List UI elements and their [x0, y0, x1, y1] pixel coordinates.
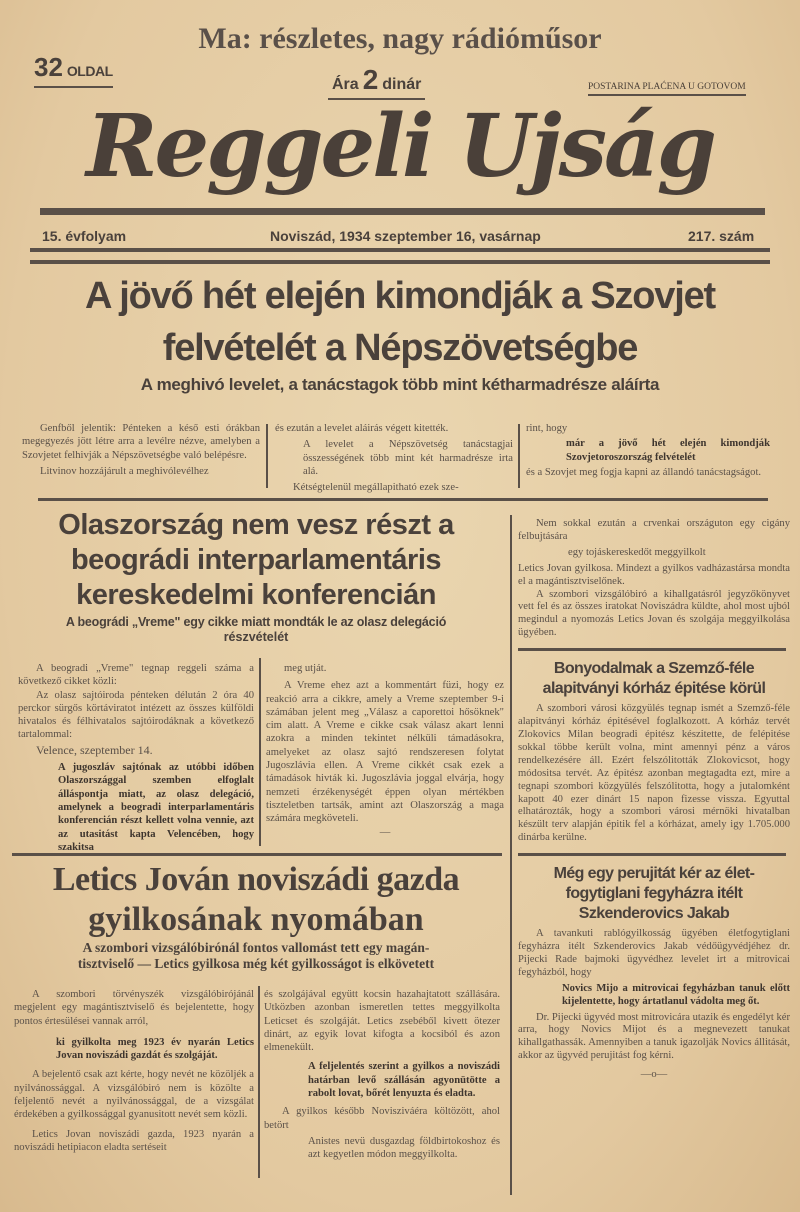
jakab-headline-line: fogytiglani fegyházra itélt	[565, 885, 743, 903]
szemzo-headline-line: alapitványi kórház épitése körül	[542, 680, 766, 698]
italy-subhead-line: A beográdi „Vreme" egy cikke miatt mondták le az olasz delegáció	[65, 615, 447, 629]
column-divider	[518, 424, 520, 488]
szemzo-headline-line: Bonyodalmak a Szemző-féle	[553, 660, 755, 678]
section-rule	[38, 498, 768, 501]
italy-headline-line: kereskedelmi konferencián	[76, 579, 436, 611]
dateline: Velence, szeptember 14.	[36, 742, 153, 757]
paragraph: A levelet a Népszövetség tanácstagjai összességének több mint két harmadrésze irta alá.	[303, 439, 513, 477]
paragraph: A gyilkos később Novisziváéra költözött, ahol betört	[264, 1106, 500, 1131]
paragraph: Letics Jovan gyilkosa. Mindezt a gyilkos vadházastársa mondta el a magántisztviselőnek.	[518, 562, 790, 587]
italy-headline	[8, 508, 504, 645]
volume: 15. évfolyam	[42, 228, 127, 244]
paragraph: Genfből jelentik: Pénteken a késő esti órákban megegyezés jött létre arra a levélre nézve, amelyben a Szovjetet felhivják a Népszövetségbe való belépésre.	[22, 423, 260, 461]
jakab-headline-line: Szkenderovics Jakab	[578, 905, 730, 923]
dateline: Noviszád, 1934 szeptember 16, vasárnap	[270, 228, 541, 244]
jakab-headline	[518, 864, 790, 924]
issue-number: 217. szám	[688, 228, 755, 244]
jakab-headline-line: Még egy perujitát kér az élet-	[553, 865, 755, 883]
paragraph: Nem sokkal ezután a crvenkai országuton egy cigány felbujtására	[518, 518, 790, 542]
price-number: 2	[362, 64, 379, 95]
column-divider	[259, 658, 261, 846]
paragraph: Litvinov hozzájárult a meghivólevélhez	[40, 465, 209, 477]
paragraph: Az olasz sajtóiroda pénteken délután 2 óra 40 perckor sürgős körtáviratot intézett az összes külföldi hivatalos és félhivatalos sajtóirodáknak a következő tartalommal:	[18, 689, 254, 741]
letics-column-1	[14, 988, 254, 1154]
page-count-number: 32	[34, 52, 63, 82]
paragraph: A szombori városi közgyülés tegnap ismét a Szemző-féle alapitványi kórház épitésével foglalkozott. A kórház tervét Zlokovics Milan beogradi épitész készitette, de felépitése sokkal többe került volna, mint amennyi pénz a város rendelkezésére áll. Ezért felszólitották Zlokovicsot, hogy módositsa tervét. Az épitész azonban megtagadta ezt, mire a tegnapi szombori közgyülés felszólitotta, hogy a jutalomként kapott 40 ezer dinárt 15 napon fizesse vissza. Egyuttal elhatározták, hogy a szombori városi mérnöki hivatalban készült terv alapján épitik fel a kórházat, amely igy 1.705.000 dinárba kerülne.	[518, 703, 790, 844]
paragraph: A szombori vizsgálóbiró a kihallgatásról jegyzőkönyvet vett fel és az összes iratokat Noviszádra küldte, ahol most ujból megindul a nyomozás Letics Jovan és szolgája meggyilkolása ügyében.	[518, 588, 790, 639]
lead-column-1	[22, 422, 260, 478]
lead-subhead-text: A meghivó levelet, a tanácstagok több mint kétharmadrésze aláírta	[140, 375, 660, 394]
paragraph: és szolgájával együtt kocsin hazahajtatott szállására. Utközben azonban ismeretlen tettes meggyilkolta Leticset és szolgáját. Letics zsebéből kivett ötezer dinárt, az egyik lovat kifogta a kocsiból és azon elmenekült.	[264, 989, 500, 1054]
masthead	[20, 96, 780, 197]
letics-continuation	[518, 518, 790, 640]
italy-headline-line: beográdi interparlamentáris	[70, 544, 442, 576]
lead-column-3	[526, 422, 770, 479]
szemzo-article	[518, 703, 790, 845]
header-rule	[30, 248, 770, 252]
quote-paragraph: ki gyilkolta meg 1923 év nyarán Letics Jovan noviszádi gazdát és szolgáját.	[56, 1036, 254, 1062]
szemzo-headline	[518, 659, 790, 699]
letics-headline-line: gyilkosának nyomában	[88, 901, 424, 938]
letics-headline-line: Letics Jován noviszádi gazda	[52, 861, 460, 898]
column-divider	[266, 424, 268, 488]
price-suffix: dinár	[382, 76, 422, 93]
quote-paragraph: Anistes nevü dusgazdag földbirtokoshoz és azt kegyetlen módon meggyilkolta.	[308, 1135, 500, 1161]
price	[328, 64, 425, 100]
promo-banner	[0, 22, 800, 56]
promo-text: Ma: részletes, nagy rádióműsor	[198, 22, 602, 55]
section-rule	[12, 853, 502, 856]
paragraph: A szombori törvényszék vizsgálóbirójánál megjelent egy magántisztviselő és bejelentette, hogy pontos értesülései vannak arról,	[14, 989, 254, 1027]
quote-paragraph: A jugoszláv sajtónak az utóbbi időben Olaszországgal szemben elfoglalt álláspontja miatt, az olasz delegáció, amelynek a beogradi interparlamentáris konferencián részt kellett volna vennie, azt az utasitást kapta Velencében, hogy szakitsa	[58, 762, 254, 853]
price-prefix: Ára	[332, 76, 359, 93]
paragraph: Letics Jovan noviszádi gazda, 1923 nyarán a noviszádi hetipiacon eladta sertéseit	[14, 1128, 254, 1153]
italy-column-1	[18, 662, 254, 858]
letics-headline	[8, 860, 504, 972]
paragraph: Kétségtelenül megállapitható ezek sze-	[293, 482, 459, 494]
column-divider	[258, 986, 260, 1178]
italy-subhead-line: részvételét	[223, 630, 289, 644]
paragraph: A beogradi „Vreme" tegnap reggeli száma a következő cikket közli:	[18, 663, 254, 688]
section-rule	[518, 853, 786, 856]
letics-subhead-line: tisztviselő — Letics gyilkosa még két gyilkosságot is elkövetett	[77, 956, 435, 971]
header-rule	[30, 260, 770, 264]
paragraph: A bejelentő csak azt kérte, hogy nevét ne közöljék a nyilvánossággal. A vizsgálóbiró nem is közölte a feljelentő nevét a nyilvánossággal, de a vizsgálat érdekében a gyilkossággal gyanusitott nevét sem közli.	[14, 1069, 254, 1121]
italy-column-2	[266, 662, 504, 839]
italy-headline-line: Olaszország nem vesz részt a	[58, 509, 454, 541]
lead-column-2	[275, 422, 513, 494]
letics-subhead-line: A szombori vizsgálóbirónál fontos vallomást tett egy magán-	[82, 940, 430, 955]
right-column	[518, 518, 790, 1082]
paragraph: és ezután a levelet aláirás végett kitették.	[275, 423, 449, 434]
page-count	[34, 52, 113, 88]
paragraph: meg utját.	[284, 663, 327, 674]
section-rule	[518, 648, 786, 651]
paragraph: Dr. Pijecki ügyvéd most mitrovicára utazik és engedélyt kér arra, hogy Novics Mijot és a megnevezett tanukat kihallgathassák. Amennyiben a tanuk igazolják Novics állitását, akkor az ügyvéd perujitást fog kérni.	[518, 1011, 790, 1062]
end-mark: —o—	[640, 1069, 668, 1081]
masthead-rule	[40, 208, 765, 215]
lead-headline-line: felvételét a Népszövetségbe	[162, 327, 638, 369]
highlight-paragraph: már a jövő hét elején kimondják Szovjetoroszország felvételét	[566, 438, 770, 463]
quote-paragraph: Novics Mijo a mitrovicai fegyházban tanuk előtt kijelentette, hogy ártatlanul vádolta meg őt.	[562, 982, 790, 1007]
quote-paragraph: A feljelentés szerint a gyilkos a noviszádi határban levő szállásán agyonütötte a rabolt lovat, bőrét lenyuzta és eladta.	[308, 1061, 500, 1100]
lead-headline-line: A jövő hét elején kimondják a Szovjet	[85, 275, 715, 317]
paragraph: rint, hogy	[526, 423, 568, 434]
end-mark: —	[379, 826, 391, 838]
paragraph: A tavankuti rablógyilkosság ügyében életfogytiglani fegyházra itélt Szkenderovics Jakab védőügyvédjéhez dr. Pijecki Rade bajmoki ügyvédhez levelet irt a mitrovicai fegyházból, hogy	[518, 928, 790, 978]
postage-note: POSTARINA PLAĆENA U GOTOVOM	[588, 82, 746, 96]
column-divider	[510, 515, 512, 1195]
jakab-article	[518, 928, 790, 1082]
lead-headline	[10, 270, 790, 396]
page-count-label: OLDAL	[66, 63, 113, 79]
masthead-title: Reggeli Ujság	[86, 96, 714, 197]
quote-paragraph: egy tojáskereskedőt meggyilkolt	[568, 546, 706, 558]
paragraph: A Vreme ehez azt a kommentárt füzi, hogy ez reakció arra a cikkre, amely a Vreme szeptember 9-i számában jelent meg „Válasz a caporettoi hősöknek" cim alatt. A Vreme e cikke csak válasz akart lenni azokra a minden tekintet nélküli támadásokra, amelyeket az olasz sajtó rendszeresen folytat Jugoszlávia ellen. A Vreme cikkét csak ezek a támadások hivták ki. Jugoszlávia joggal elvárja, hogy nemzeti érzékenységét éppen olyan mértékben tiszteletben tartsák, amint azt Olaszország a maga számára megköveteli.	[266, 680, 504, 825]
paragraph: és a Szovjet meg fogja kapni az állandó tanácstagságot.	[526, 466, 762, 478]
letics-column-2	[264, 988, 500, 1165]
